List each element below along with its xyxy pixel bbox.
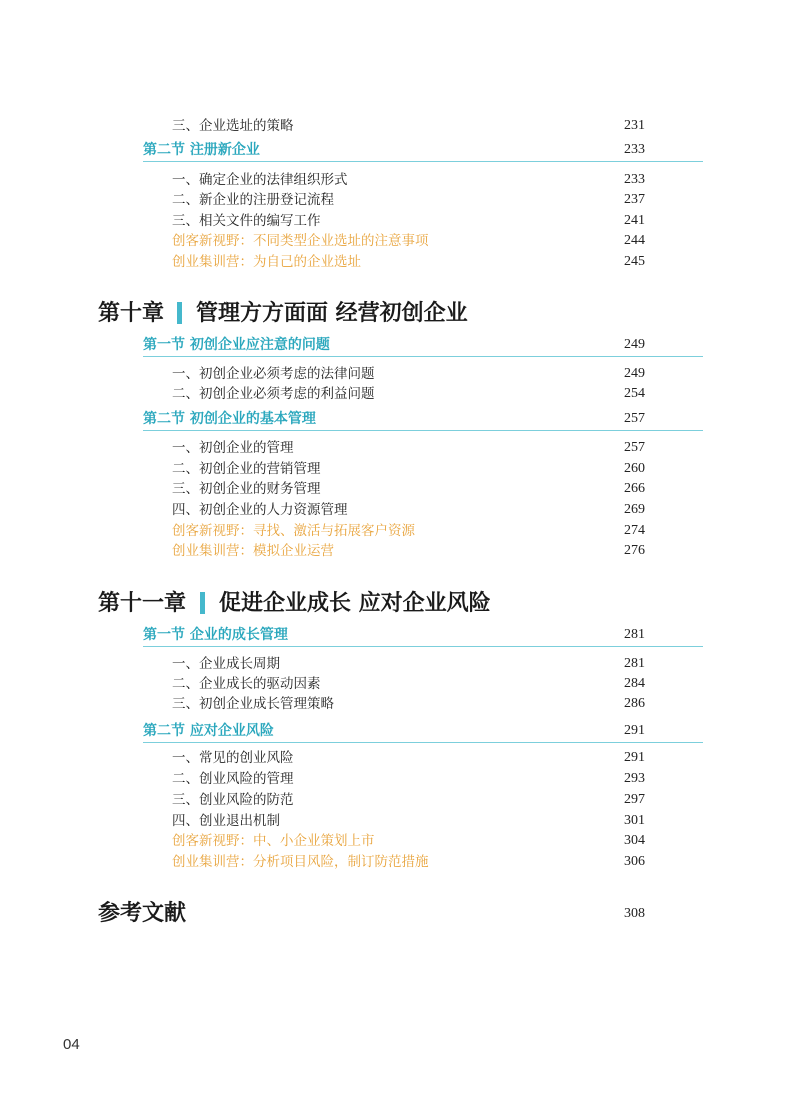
toc-entry[interactable] xyxy=(0,790,800,810)
chapter-number: 第十章 xyxy=(98,300,165,326)
toc-extra-entry[interactable] xyxy=(0,831,800,851)
toc-entry-page: 257 xyxy=(624,440,645,455)
toc-extra-label: 创客新视野：不同类型企业选址的注意事项 xyxy=(172,233,429,249)
section-title: 第二节 注册新企业 xyxy=(143,142,260,158)
section-divider xyxy=(143,430,703,431)
section-title: 第二节 初创企业的基本管理 xyxy=(143,411,316,427)
chapter-divider-bar xyxy=(177,302,182,324)
chapter-divider-bar xyxy=(200,592,205,614)
section-title: 第一节 初创企业应注意的问题 xyxy=(143,337,330,353)
toc-entry-label: 四、初创企业的人力资源管理 xyxy=(172,502,348,518)
section-divider xyxy=(143,646,703,647)
toc-section-heading[interactable] xyxy=(0,335,800,357)
toc-entry-page: 284 xyxy=(624,676,645,691)
section-divider xyxy=(143,356,703,357)
toc-entry[interactable] xyxy=(0,170,800,190)
toc-entry-page: 245 xyxy=(624,254,645,269)
toc-entry-label: 二、初创企业的营销管理 xyxy=(172,461,321,477)
toc-section-heading[interactable] xyxy=(0,721,800,743)
toc-entry-page: 276 xyxy=(624,543,645,558)
toc-entry-label: 一、确定企业的法律组织形式 xyxy=(172,172,348,188)
toc-entry[interactable] xyxy=(0,811,800,831)
toc-entry-label: 三、企业选址的策略 xyxy=(172,118,294,134)
toc-extra-entry[interactable] xyxy=(0,852,800,872)
toc-entry[interactable] xyxy=(0,211,800,231)
section-divider xyxy=(143,742,703,743)
toc-entry-page: 291 xyxy=(624,750,645,765)
toc-entry-page: 237 xyxy=(624,192,645,207)
toc-entry-page: 297 xyxy=(624,792,645,807)
toc-entry[interactable] xyxy=(0,748,800,768)
toc-entry[interactable] xyxy=(0,654,800,674)
toc-entry-page: 269 xyxy=(624,502,645,517)
toc-extra-entry[interactable] xyxy=(0,231,800,251)
chapter-heading[interactable] xyxy=(0,586,800,620)
toc-entry-page: 249 xyxy=(624,366,645,381)
toc-section-heading[interactable] xyxy=(0,409,800,431)
toc-extra-label: 创客新视野：寻找、激活与拓展客户资源 xyxy=(172,523,415,539)
toc-entry-page: 266 xyxy=(624,481,645,496)
toc-entry[interactable] xyxy=(0,694,800,714)
chapter-number: 第十一章 xyxy=(98,590,187,616)
section-page: 281 xyxy=(624,627,645,642)
toc-entry[interactable] xyxy=(0,364,800,384)
toc-entry[interactable] xyxy=(0,479,800,499)
toc-extra-label: 创客新视野：中、小企业策划上市 xyxy=(172,833,375,849)
section-title: 第一节 企业的成长管理 xyxy=(143,627,288,643)
page-number: 04 xyxy=(63,1036,80,1053)
toc-entry[interactable] xyxy=(0,384,800,404)
section-page: 233 xyxy=(624,142,645,157)
section-divider xyxy=(143,161,703,162)
toc-entry[interactable] xyxy=(0,459,800,479)
chapter-title: 管理方方面面 经营初创企业 xyxy=(196,300,468,326)
section-page: 257 xyxy=(624,411,645,426)
toc-entry-label: 二、新企业的注册登记流程 xyxy=(172,192,334,208)
references-title: 参考文献 xyxy=(98,900,187,926)
toc-entry-label: 二、创业风险的管理 xyxy=(172,771,294,787)
toc-extra-label: 创业集训营：分析项目风险，制订防范措施 xyxy=(172,854,429,870)
toc-entry-page: 254 xyxy=(624,386,645,401)
section-page: 249 xyxy=(624,337,645,352)
toc-entry-page: 301 xyxy=(624,813,645,828)
toc-entry-page: 231 xyxy=(624,118,645,133)
toc-extra-entry[interactable] xyxy=(0,541,800,561)
chapter-title: 促进企业成长 应对企业风险 xyxy=(219,590,491,616)
toc-entry[interactable] xyxy=(0,116,800,136)
toc-section-heading[interactable] xyxy=(0,625,800,647)
toc-entry-label: 一、企业成长周期 xyxy=(172,656,280,672)
toc-entry-page: 274 xyxy=(624,523,645,538)
toc-entry-page: 293 xyxy=(624,771,645,786)
toc-entry[interactable] xyxy=(0,500,800,520)
toc-extra-label: 创业集训营：为自己的企业选址 xyxy=(172,254,361,270)
toc-entry[interactable] xyxy=(0,438,800,458)
toc-entry-page: 260 xyxy=(624,461,645,476)
references-heading[interactable] xyxy=(0,896,800,930)
toc-entry-label: 三、相关文件的编写工作 xyxy=(172,213,321,229)
toc-entry-page: 306 xyxy=(624,854,645,869)
toc-entry-label: 二、企业成长的驱动因素 xyxy=(172,676,321,692)
toc-extra-entry[interactable] xyxy=(0,521,800,541)
toc-section-heading[interactable] xyxy=(0,140,800,162)
toc-entry-page: 304 xyxy=(624,833,645,848)
toc-extra-entry[interactable] xyxy=(0,252,800,272)
toc-entry-label: 三、初创企业成长管理策略 xyxy=(172,696,334,712)
toc-entry-page: 286 xyxy=(624,696,645,711)
toc-entry-page: 233 xyxy=(624,172,645,187)
toc-entry-page: 241 xyxy=(624,213,645,228)
toc-entry-label: 三、初创企业的财务管理 xyxy=(172,481,321,497)
toc-entry[interactable] xyxy=(0,190,800,210)
section-title: 第二节 应对企业风险 xyxy=(143,723,274,739)
toc-entry-label: 三、创业风险的防范 xyxy=(172,792,294,808)
section-page: 291 xyxy=(624,723,645,738)
toc-entry-label: 二、初创企业必须考虑的利益问题 xyxy=(172,386,375,402)
toc-entry-label: 一、初创企业的管理 xyxy=(172,440,294,456)
toc-entry-label: 一、初创企业必须考虑的法律问题 xyxy=(172,366,375,382)
chapter-heading[interactable] xyxy=(0,296,800,330)
toc-entry-label: 一、常见的创业风险 xyxy=(172,750,294,766)
toc-extra-label: 创业集训营：模拟企业运营 xyxy=(172,543,334,559)
toc-entry[interactable] xyxy=(0,674,800,694)
toc-entry-page: 281 xyxy=(624,656,645,671)
references-page: 308 xyxy=(624,906,645,921)
toc-entry-label: 四、创业退出机制 xyxy=(172,813,280,829)
toc-entry[interactable] xyxy=(0,769,800,789)
toc-entry-page: 244 xyxy=(624,233,645,248)
